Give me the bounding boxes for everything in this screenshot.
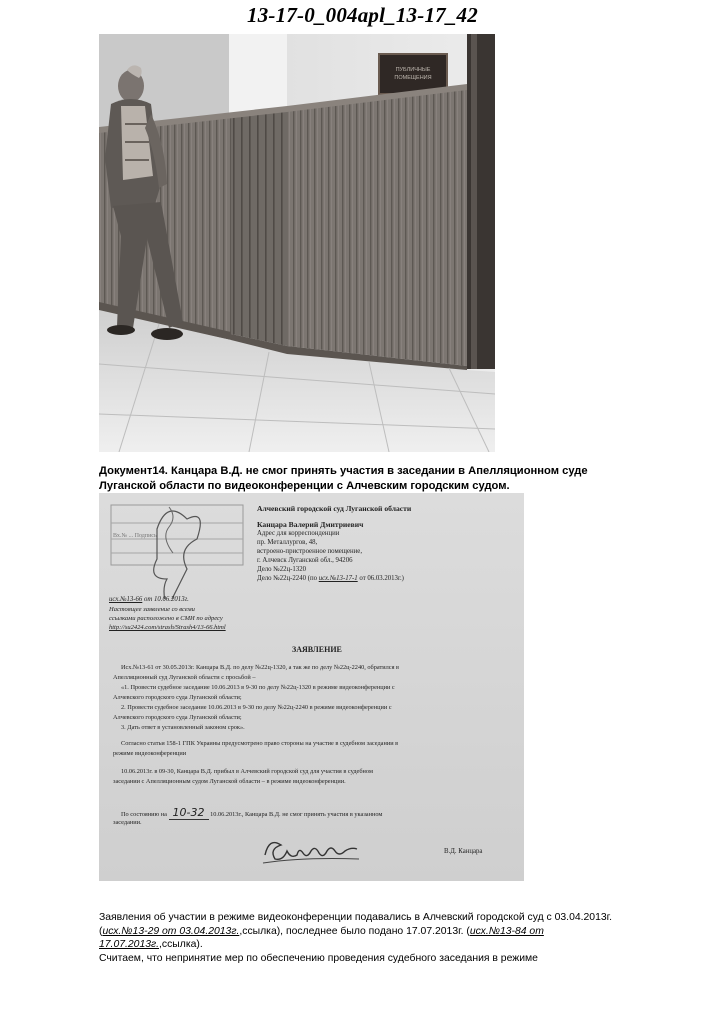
body-line: Согласно статьи 158-1 ГПК Украины предусмотрено право стороны на участие в судебном заседании в <box>121 740 399 747</box>
stamp-text: Вх.№ ... Подпись <box>113 533 157 539</box>
address-line: пр. Металлургов, 48, <box>257 539 318 546</box>
note-url[interactable]: http://su2424.com/strash/Strash4/13-66.html <box>109 624 226 631</box>
body-line: 3. Дать ответ в установленный законом срок». <box>121 724 245 731</box>
address-line: встроено-пристроенное помещение, <box>257 548 363 555</box>
status-line: заседании. <box>113 819 142 826</box>
body-line: 2. Провести судебное заседание 10.06.2013 в 9-30 по делу №22ц-2240 в режиме видеоконференции с <box>121 704 392 711</box>
scanned-letter <box>99 493 524 881</box>
note-line: Настоящее заявление со всеми <box>109 606 195 613</box>
bottom-text <box>99 911 621 965</box>
case-link[interactable]: исх.№13-17-1 <box>318 575 358 582</box>
ref-link-1[interactable]: исх.№13-29 от 03.04.2013г. <box>102 925 240 937</box>
ref-link-2[interactable]: исх.№13-84 от 17.07.2013г. <box>99 925 544 951</box>
court-name: Алчевский городской суд Луганской области <box>257 504 412 513</box>
page-title: 13-17-0_004apl_13-17_42 <box>247 3 478 27</box>
body-line: режиме видеоконференции <box>113 750 187 757</box>
paragraph: Заявления об участии в режиме видеоконференции подавались в Алчевский городской суд с 03.04.2013г. (исх.№13-29 от 03.04.2013г.,ссылка), последнее было подано 17.07.2013г. (исх.№13-84 от 17.07.2013г.,ссылка). <box>99 912 613 951</box>
body-line: Апелляционный суд Луганской области с просьбой – <box>113 674 256 681</box>
handwritten-time: 10-32 <box>169 806 209 820</box>
address-line: г. Алчевск Луганской обл., 94206 <box>257 557 353 564</box>
body-line: 10.06.2013г. в 09-30, Канцара В.Д. прибыл в Алчевский городской суд для участия в судебном <box>121 768 373 775</box>
letter-heading: ЗАЯВЛЕНИЕ <box>292 645 342 654</box>
svg-text:ПУБЛИЧНЫЕ: ПУБЛИЧНЫЕ <box>395 67 431 73</box>
svg-text:ПОМЕЩЕНИЯ: ПОМЕЩЕНИЯ <box>394 75 432 81</box>
address-line: Адрес для корреспонденции <box>257 530 340 537</box>
body-line: Алчевского городского суда Луганской области; <box>113 694 242 701</box>
sender-name: Канцара Валерий Дмитриевич <box>257 520 364 529</box>
note-line: ссылками расположено в СМИ по адресу <box>109 615 223 622</box>
paragraph: Считаем, что непринятие мер по обеспечению проведения судебного заседания в режиме <box>99 952 538 964</box>
status-line: По состоянию на 10-32 10.06.2013г., Канцара В.Д. не смог принять участия в указанном <box>121 806 383 819</box>
body-line: Исх.№13-61 от 30.05.2013г. Канцара В.Д. по делу №22ц-1320, а так же по делу №22ц-2240, обратился в <box>121 664 400 671</box>
body-line: заседании с Апелляционным судом Луганской области – в режиме видеоконференции. <box>113 778 346 785</box>
signature <box>259 833 369 869</box>
ref-link[interactable]: исх.№13-66 <box>109 596 143 603</box>
ref-line: исх.№13-66 от 10.06.2013г. <box>109 596 189 603</box>
signer-name: В.Д. Канцара <box>444 848 483 855</box>
address-line: Дело №22ц-1320 <box>257 566 307 573</box>
corridor-photo <box>99 34 495 452</box>
body-line: Алчевского городского суда Луганской области; <box>113 714 242 721</box>
case-line: Дело №22ц-2240 (по исх.№13-17-1 от 06.03.2013г.) <box>257 575 404 582</box>
body-line: «1. Провести судебное заседание 10.06.2013 в 9-30 по делу №22ц-1320 в режиме видеоконференции с <box>121 684 395 691</box>
document-caption: Документ14. Канцара В.Д. не смог принять участия в заседании в Апелляционном суде Луганской области по видеоконференции с Алчевским городским судом. <box>99 465 588 492</box>
